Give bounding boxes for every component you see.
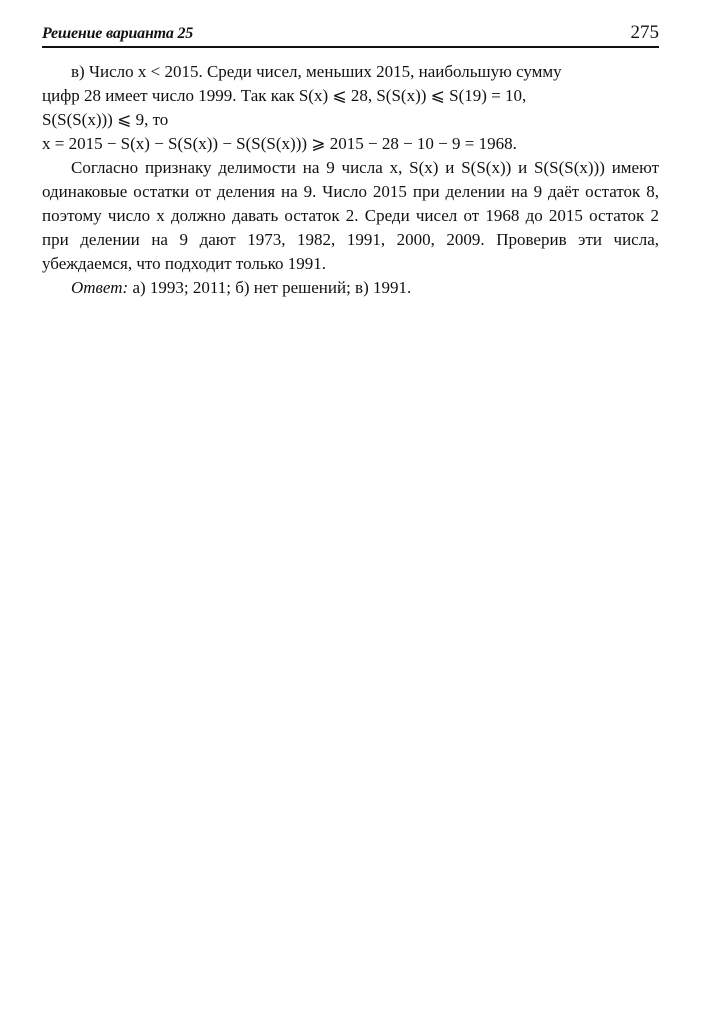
answer-text: а) 1993; 2011; б) нет решений; в) 1991. (128, 278, 412, 297)
solution-line-3: S(S(S(x))) ⩽ 9, то (42, 110, 169, 129)
page-header (42, 22, 659, 48)
solution-text (42, 60, 659, 300)
page-number: 275 (630, 22, 659, 43)
solution-line-4: x = 2015 − S(x) − S(S(x)) − S(S(S(x))) ⩾ 2015 − 28 − 10 − 9 = 1968. (42, 134, 517, 153)
solution-line-1: в) Число x < 2015. Среди чисел, меньших 2015, наибольшую сумму (71, 62, 562, 81)
solution-paragraph-2: Согласно признаку делимости на 9 числа x, S(x) и S(S(x)) и S(S(S(x))) имеют одинаковые остатки от деления на 9. Число 2015 при делении на 9 даёт остаток 8, поэтому число x должно давать остаток 2. Среди чисел от 1968 до 2015 остаток 2 при делении на 9 дают 1973, 1982, 1991, 2000, 2009. Проверив эти числа, убеждаемся, что подходит только 1991. (42, 158, 659, 273)
solution-line-2: цифр 28 имеет число 1999. Так как S(x) ⩽ 28, S(S(x)) ⩽ S(19) = 10, (42, 86, 527, 105)
answer-label: Ответ: (71, 278, 129, 297)
running-title: Решение варианта 25 (42, 25, 194, 42)
answer-paragraph (42, 276, 659, 300)
